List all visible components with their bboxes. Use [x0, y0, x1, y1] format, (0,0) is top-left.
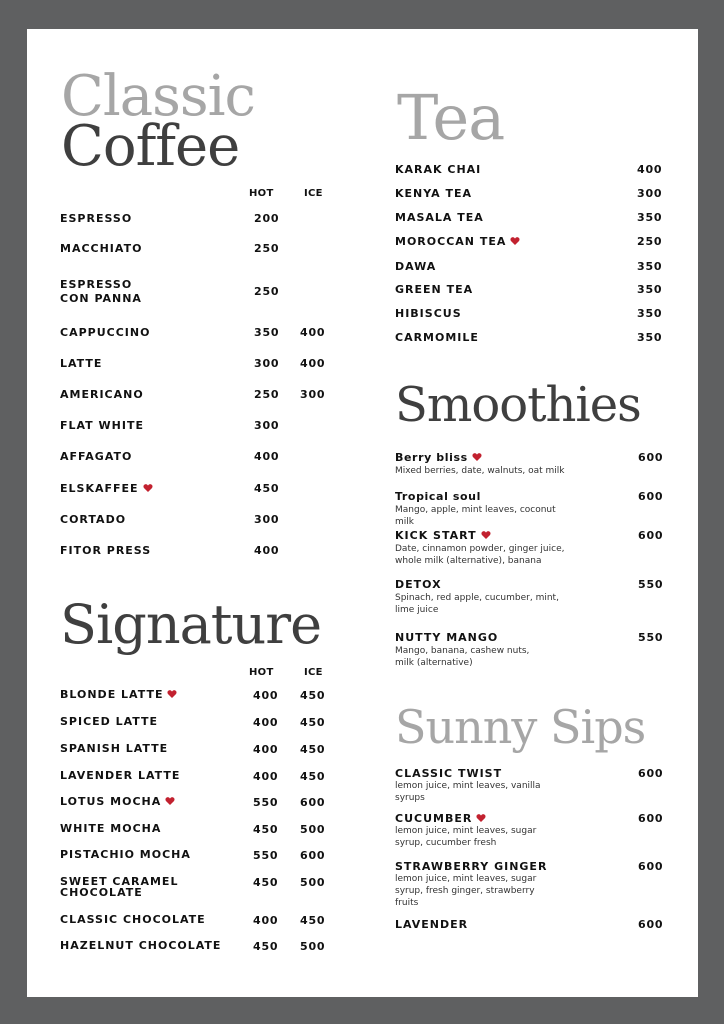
smoothie-item-description: Spinach, red apple, cucumber, mint, lime juice	[395, 593, 559, 615]
coffee-item-hot-price: 400	[254, 544, 280, 557]
signature-item-name: SWEET CARAMEL CHOCOLATE	[60, 875, 179, 899]
smoothie-item-description: Mango, apple, mint leaves, coconut milk	[395, 505, 556, 527]
sunny-item-description: lemon juice, mint leaves, sugar syrup, cucumber fresh	[395, 826, 537, 848]
signature-item-name: CLASSIC CHOCOLATE	[60, 913, 206, 926]
smoothie-item-name: NUTTY MANGO	[395, 631, 499, 644]
tea-item-name: GREEN TEA	[395, 283, 474, 296]
signature-item-name: SPANISH LATTE	[60, 742, 169, 755]
sunny-item-name: CLASSIC TWIST	[395, 767, 503, 780]
smoothie-item-price: 550	[638, 631, 664, 644]
signature-item-hot-price: 400	[253, 716, 279, 729]
smoothie-item-description: Mango, banana, cashew nuts, milk (alternative)	[395, 646, 530, 668]
tea-item-price: 400	[637, 163, 663, 176]
heart-icon	[165, 796, 175, 806]
coffee-item-ice-price: 300	[300, 388, 326, 401]
sunny-item-price: 600	[638, 860, 664, 873]
signature-item-name: BLONDE LATTE	[60, 689, 177, 700]
coffee-item-name: MACCHIATO	[60, 242, 143, 255]
tea-item-price: 250	[637, 235, 663, 248]
signature-col-ice: ICE	[304, 667, 323, 678]
signature-item-hot-price: 400	[253, 914, 279, 927]
tea-item-price: 350	[637, 260, 663, 273]
smoothie-item-name: Tropical soul	[395, 490, 481, 503]
sunny-item-name: STRAWBERRY GINGER	[395, 860, 548, 873]
tea-title: Tea	[397, 81, 505, 154]
coffee-item-hot-price: 250	[254, 388, 280, 401]
sunny-item-description: lemon juice, mint leaves, vanilla syrups	[395, 781, 541, 803]
tea-item-name: DAWA	[395, 260, 437, 273]
smoothies-title: Smoothies	[395, 377, 641, 433]
smoothie-item-name: Berry bliss	[395, 451, 482, 465]
coffee-item-ice-price: 400	[300, 357, 326, 370]
sunny-item-price: 600	[638, 812, 664, 825]
sunny-sips-title: Sunny Sips	[395, 700, 646, 754]
heart-icon	[476, 813, 486, 823]
sunny-item-name: LAVENDER	[395, 918, 469, 931]
coffee-item-ice-price: 400	[300, 326, 326, 339]
tea-item-name: MOROCCAN TEA	[395, 235, 520, 249]
tea-item-price: 300	[637, 187, 663, 200]
signature-item-ice-price: 450	[300, 689, 326, 702]
coffee-item-name: AMERICANO	[60, 388, 144, 401]
menu-page	[27, 29, 698, 997]
coffee-col-ice: ICE	[304, 188, 323, 199]
tea-item-name: KENYA TEA	[395, 187, 473, 200]
signature-item-name: HAZELNUT CHOCOLATE	[60, 939, 222, 952]
coffee-col-hot: HOT	[249, 188, 274, 199]
signature-item-name: LOTUS MOCHA	[60, 796, 175, 807]
tea-item-name: MASALA TEA	[395, 211, 484, 224]
signature-item-name: LAVENDER LATTE	[60, 769, 181, 782]
signature-item-hot-price: 400	[253, 689, 279, 702]
tea-item-price: 350	[637, 331, 663, 344]
smoothie-item-name: KICK START	[395, 529, 491, 543]
signature-item-ice-price: 500	[300, 876, 326, 889]
smoothie-item-description: Date, cinnamon powder, ginger juice, whole milk (alternative), banana	[395, 544, 565, 566]
smoothie-item-description: Mixed berries, date, walnuts, oat milk	[395, 466, 565, 476]
classic-coffee-title-line2: Coffee	[61, 114, 240, 179]
smoothie-item-name: DETOX	[395, 578, 442, 591]
smoothie-item-price: 600	[638, 451, 664, 464]
signature-item-ice-price: 450	[300, 770, 326, 783]
heart-icon	[472, 452, 482, 462]
signature-item-ice-price: 600	[300, 796, 326, 809]
coffee-item-name: ESPRESSO	[60, 212, 133, 225]
signature-item-hot-price: 550	[253, 796, 279, 809]
smoothie-item-price: 550	[638, 578, 664, 591]
tea-item-price: 350	[637, 283, 663, 296]
coffee-item-hot-price: 300	[254, 357, 280, 370]
sunny-item-description: lemon juice, mint leaves, sugar syrup, fresh ginger, strawberry fruits	[395, 874, 537, 908]
signature-item-ice-price: 450	[300, 716, 326, 729]
signature-item-hot-price: 400	[253, 743, 279, 756]
heart-icon	[510, 236, 520, 246]
coffee-item-name: CORTADO	[60, 513, 127, 526]
coffee-item-hot-price: 250	[254, 242, 280, 255]
signature-title: Signature	[60, 593, 322, 656]
signature-item-hot-price: 450	[253, 940, 279, 953]
signature-item-ice-price: 600	[300, 849, 326, 862]
tea-item-name: CARMOMILE	[395, 331, 479, 344]
signature-item-hot-price: 400	[253, 770, 279, 783]
coffee-item-name: FLAT WHITE	[60, 419, 144, 432]
coffee-item-hot-price: 400	[254, 450, 280, 463]
signature-item-hot-price: 450	[253, 876, 279, 889]
signature-item-hot-price: 450	[253, 823, 279, 836]
signature-item-ice-price: 450	[300, 914, 326, 927]
sunny-item-price: 600	[638, 767, 664, 780]
smoothie-item-price: 600	[638, 490, 664, 503]
coffee-item-hot-price: 350	[254, 326, 280, 339]
tea-item-name: KARAK CHAI	[395, 163, 482, 176]
heart-icon	[481, 530, 491, 540]
tea-item-name: HIBISCUS	[395, 307, 462, 320]
signature-item-hot-price: 550	[253, 849, 279, 862]
coffee-item-hot-price: 300	[254, 419, 280, 432]
signature-item-name: WHITE MOCHA	[60, 822, 162, 835]
coffee-item-hot-price: 200	[254, 212, 280, 225]
signature-item-name: SPICED LATTE	[60, 715, 159, 728]
coffee-item-hot-price: 300	[254, 513, 280, 526]
signature-item-ice-price: 450	[300, 743, 326, 756]
coffee-item-hot-price: 250	[254, 285, 280, 298]
coffee-item-name: ESPRESSO CON PANNA	[60, 278, 142, 305]
tea-item-price: 350	[637, 211, 663, 224]
signature-item-name: PISTACHIO MOCHA	[60, 848, 191, 861]
heart-icon	[143, 483, 153, 493]
signature-item-ice-price: 500	[300, 823, 326, 836]
coffee-item-name: ELSKAFFEE	[60, 482, 153, 496]
sunny-item-price: 600	[638, 918, 664, 931]
heart-icon	[167, 689, 177, 699]
smoothie-item-price: 600	[638, 529, 664, 542]
coffee-item-hot-price: 450	[254, 482, 280, 495]
sunny-item-name: CUCUMBER	[395, 812, 486, 826]
tea-item-price: 350	[637, 307, 663, 320]
signature-item-ice-price: 500	[300, 940, 326, 953]
coffee-item-name: LATTE	[60, 357, 103, 370]
classic-coffee-title-line1: Classic	[61, 64, 255, 129]
coffee-item-name: AFFAGATO	[60, 450, 133, 463]
coffee-item-name: CAPPUCCINO	[60, 326, 151, 339]
signature-col-hot: HOT	[249, 667, 274, 678]
coffee-item-name: FITOR PRESS	[60, 544, 152, 557]
